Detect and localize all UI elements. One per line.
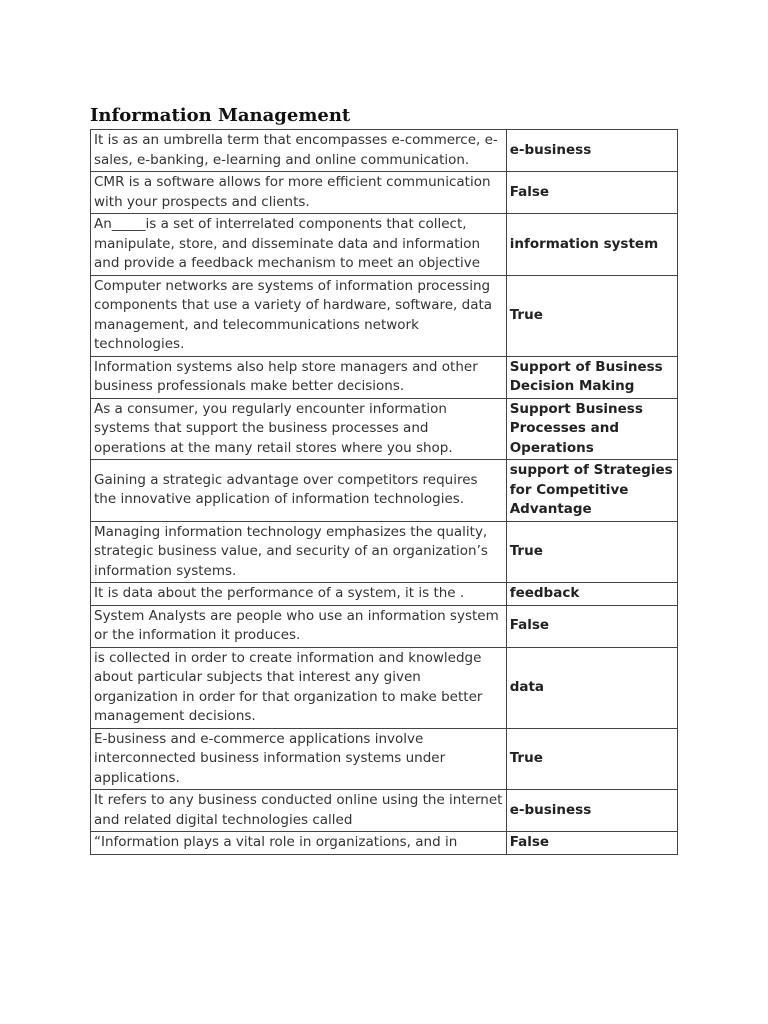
question-cell: It refers to any business conducted online using the internet and related digital technologies called xyxy=(91,790,507,832)
table-row xyxy=(91,790,678,832)
question-cell: CMR is a software allows for more efficient communication with your prospects and clients. xyxy=(91,172,507,214)
answer-cell: False xyxy=(506,172,677,214)
table-row xyxy=(91,605,678,647)
question-cell: “Information plays a vital role in organizations, and in xyxy=(91,832,507,855)
table-row xyxy=(91,647,678,728)
table-row xyxy=(91,583,678,606)
answer-cell: Support of Business Decision Making xyxy=(506,356,677,398)
table-row xyxy=(91,275,678,356)
question-cell: Managing information technology emphasizes the quality, strategic business value, and security of an organization’s information systems. xyxy=(91,521,507,583)
table-row xyxy=(91,130,678,172)
answer-cell: support of Strategies for Competitive Advantage xyxy=(506,460,677,522)
answer-cell: False xyxy=(506,832,677,855)
table-row xyxy=(91,356,678,398)
answer-cell: e-business xyxy=(506,130,677,172)
question-cell: System Analysts are people who use an information system or the information it produces. xyxy=(91,605,507,647)
table-row xyxy=(91,214,678,276)
answer-cell: Support Business Processes and Operations xyxy=(506,398,677,460)
answer-cell: True xyxy=(506,275,677,356)
answer-cell: e-business xyxy=(506,790,677,832)
table-row xyxy=(91,172,678,214)
answer-cell: False xyxy=(506,605,677,647)
question-cell: It is as an umbrella term that encompasses e-commerce, e-sales, e-banking, e-learning and online communication. xyxy=(91,130,507,172)
question-cell: E-business and e-commerce applications involve interconnected business information systems under applications. xyxy=(91,728,507,790)
question-cell: It is data about the performance of a system, it is the . xyxy=(91,583,507,606)
question-cell: An_____is a set of interrelated components that collect, manipulate, store, and disseminate data and information and provide a feedback mechanism to meet an objective xyxy=(91,214,507,276)
question-cell: Information systems also help store managers and other business professionals make better decisions. xyxy=(91,356,507,398)
answer-cell: True xyxy=(506,728,677,790)
question-cell: Computer networks are systems of information processing components that use a variety of hardware, software, data management, and telecommunications network technologies. xyxy=(91,275,507,356)
qa-table xyxy=(90,129,678,855)
answer-cell: data xyxy=(506,647,677,728)
table-row xyxy=(91,460,678,522)
page-title: Information Management xyxy=(90,105,351,126)
question-cell: is collected in order to create information and knowledge about particular subjects that interest any given organization in order for that organization to make better management decisions. xyxy=(91,647,507,728)
question-cell: Gaining a strategic advantage over competitors requires the innovative application of information technologies. xyxy=(91,460,507,522)
table-row xyxy=(91,832,678,855)
table-row xyxy=(91,521,678,583)
answer-cell: information system xyxy=(506,214,677,276)
answer-cell: True xyxy=(506,521,677,583)
table-row xyxy=(91,398,678,460)
answer-cell: feedback xyxy=(506,583,677,606)
table-row xyxy=(91,728,678,790)
question-cell: As a consumer, you regularly encounter information systems that support the business processes and operations at the many retail stores where you shop. xyxy=(91,398,507,460)
